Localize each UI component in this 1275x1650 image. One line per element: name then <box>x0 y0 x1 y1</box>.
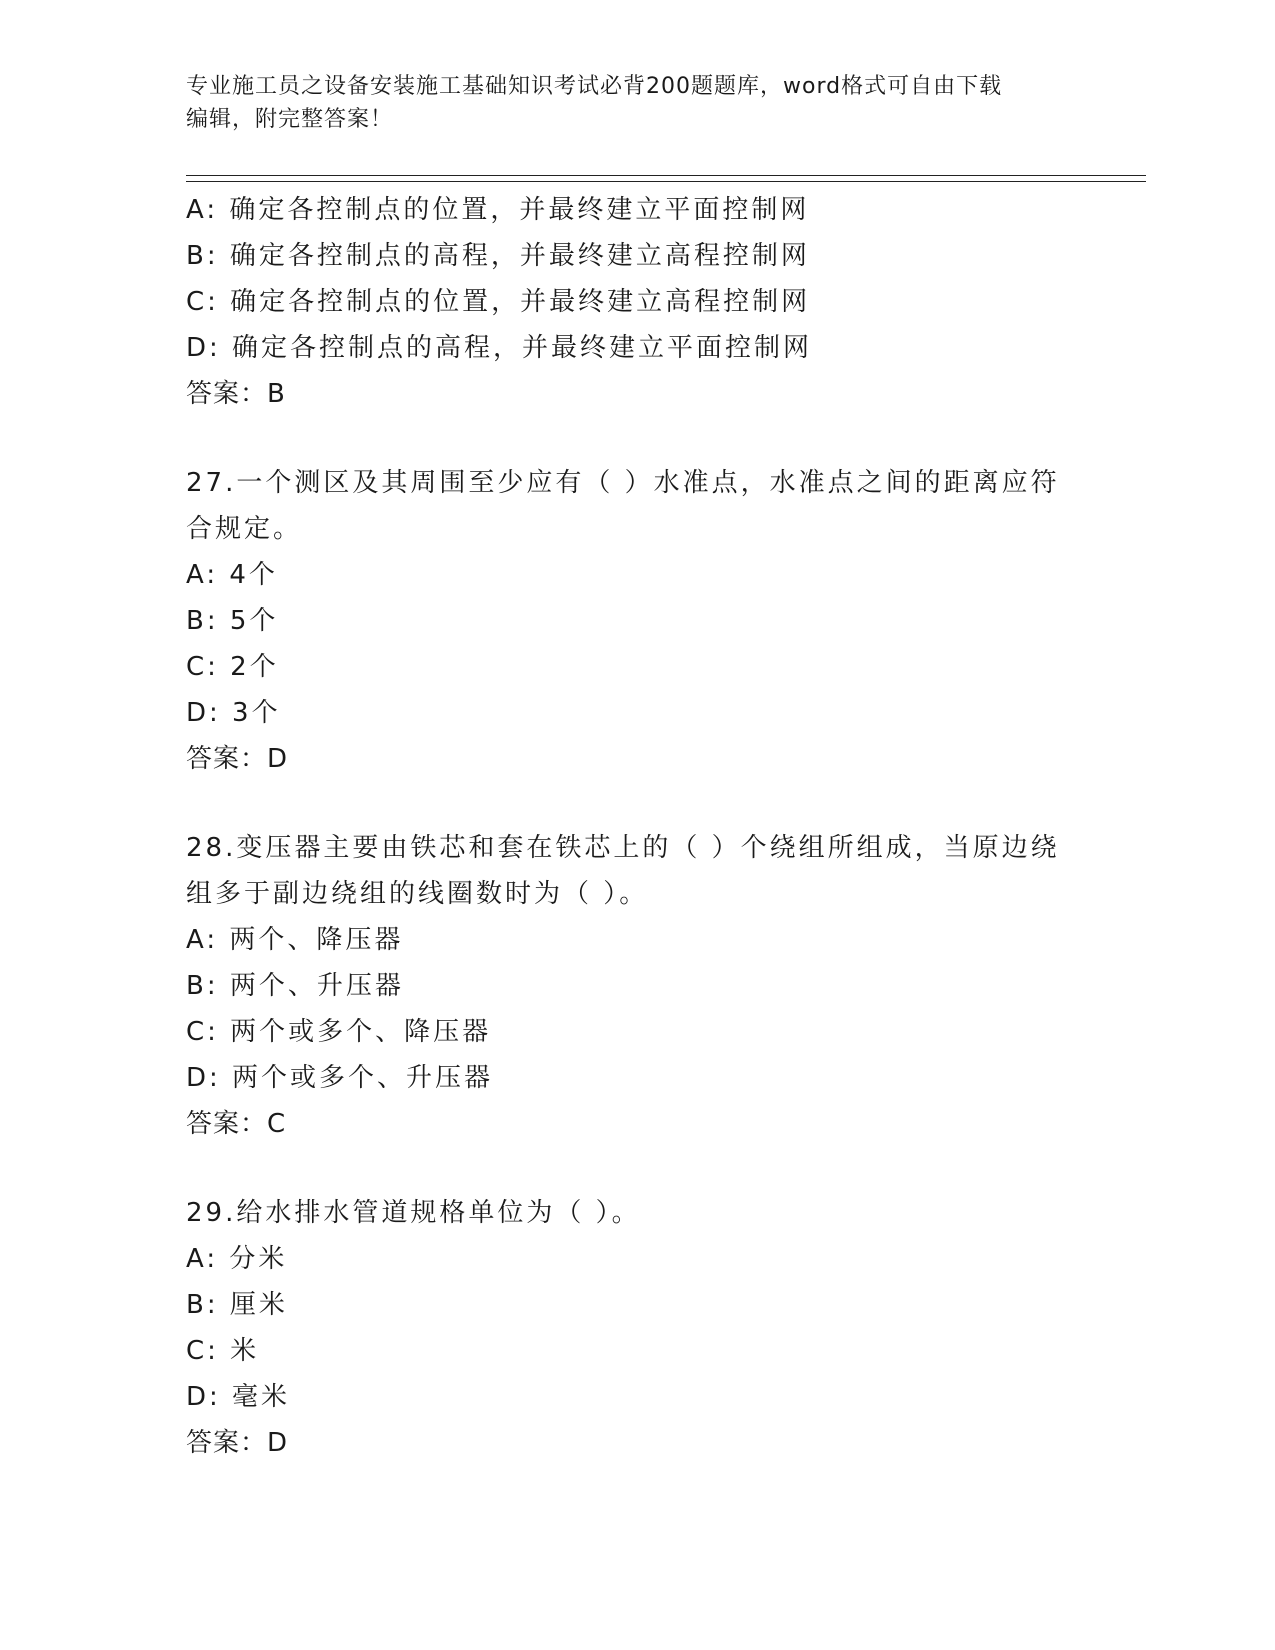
option-b: B: 厘米 <box>186 1290 288 1320</box>
option-d: D: 两个或多个、升压器 <box>186 1063 494 1093</box>
question-29 <box>186 1190 1086 1466</box>
option-d: D: 3个 <box>186 698 281 728</box>
option-b: B: 5个 <box>186 606 279 636</box>
option-c: C: 两个或多个、降压器 <box>186 1017 492 1047</box>
option-d: D: 毫米 <box>186 1382 291 1412</box>
header-line-1: 专业施工员之设备安装施工基础知识考试必背200题题库，word格式可自由下载 <box>186 74 1003 99</box>
option-b: B: 两个、升压器 <box>186 971 404 1001</box>
option-a: A: 4个 <box>186 560 278 590</box>
option-c: C: 2个 <box>186 652 279 682</box>
option-d: D: 确定各控制点的高程，并最终建立平面控制网 <box>186 333 813 363</box>
option-a: A: 确定各控制点的位置，并最终建立平面控制网 <box>186 195 810 225</box>
answer-line: 答案：B <box>186 379 286 409</box>
option-a: A: 分米 <box>186 1244 288 1274</box>
spacer <box>186 782 1086 825</box>
option-c: C: 米 <box>186 1336 260 1366</box>
question-28 <box>186 825 1086 1147</box>
question-stem-line-1: 29.给水排水管道规格单位为（ ）。 <box>186 1198 641 1228</box>
header-divider-top <box>186 175 1146 176</box>
spacer <box>186 417 1086 460</box>
option-c: C: 确定各控制点的位置，并最终建立高程控制网 <box>186 287 811 317</box>
question-stem-line-1: 27.一个测区及其周围至少应有（ ）水准点，水准点之间的距离应符 <box>186 468 1060 498</box>
answer-line: 答案：D <box>186 1428 289 1458</box>
question-stem-line-1: 28.变压器主要由铁芯和套在铁芯上的（ ）个绕组所组成，当原边绕 <box>186 833 1060 863</box>
question-26 <box>186 187 1086 417</box>
question-content <box>186 187 1086 1466</box>
answer-line: 答案：C <box>186 1109 287 1139</box>
header-divider-bottom <box>186 181 1146 182</box>
document-header <box>186 70 1066 136</box>
answer-line: 答案：D <box>186 744 289 774</box>
header-line-2: 编辑，附完整答案！ <box>186 107 394 132</box>
option-b: B: 确定各控制点的高程，并最终建立高程控制网 <box>186 241 810 271</box>
spacer <box>186 1147 1086 1190</box>
option-a: A: 两个、降压器 <box>186 925 404 955</box>
question-stem-line-2: 合规定。 <box>186 514 303 544</box>
question-27 <box>186 460 1086 782</box>
question-stem-line-2: 组多于副边绕组的线圈数时为（ ）。 <box>186 879 649 909</box>
